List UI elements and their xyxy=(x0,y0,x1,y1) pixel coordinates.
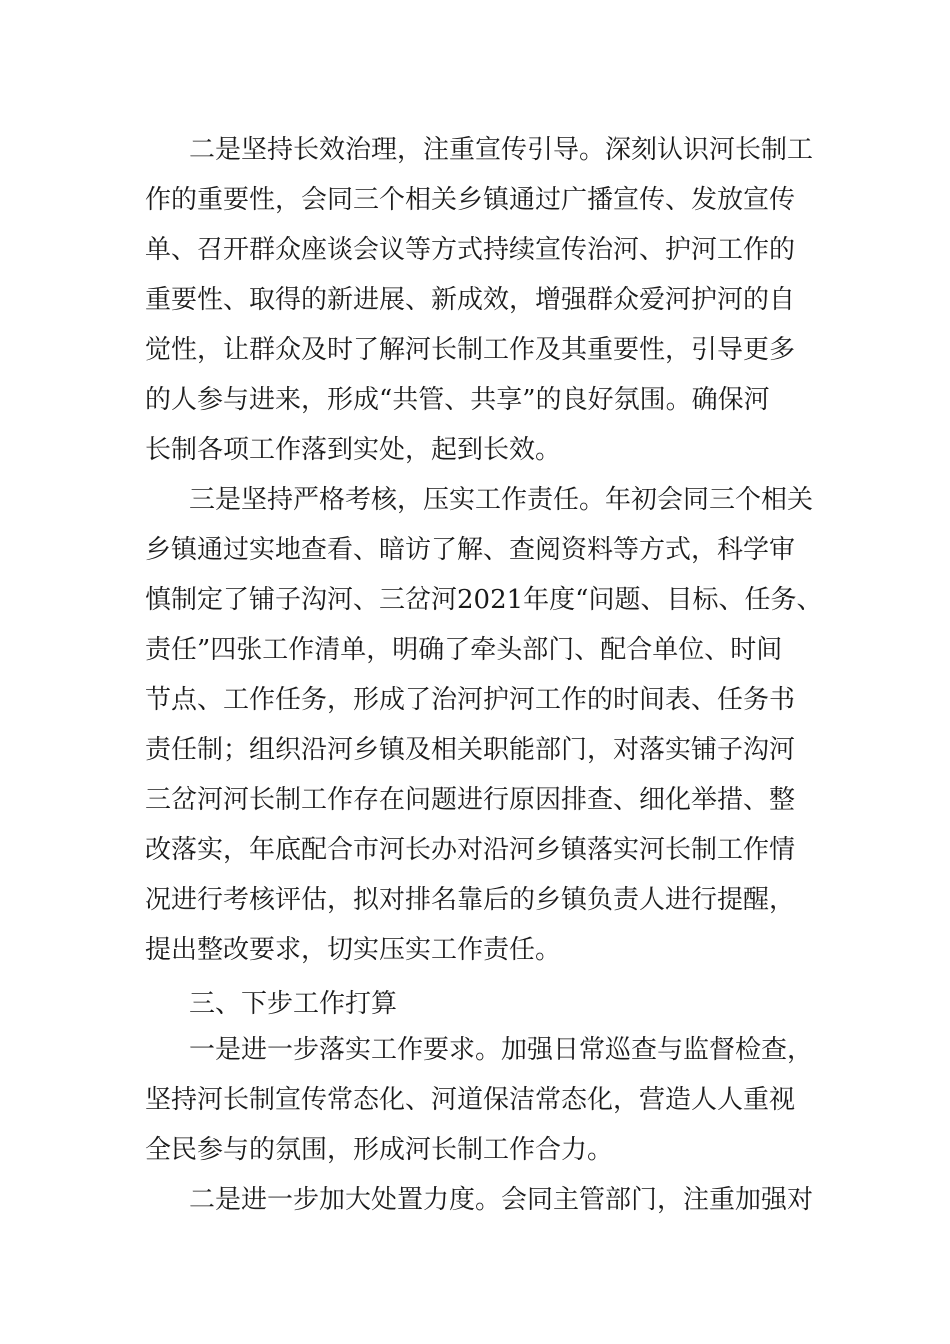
paragraph-implement-requirements xyxy=(145,1029,817,1179)
text-line: 慎制定了铺子沟河、三岔河2021年度“问题、目标、任务、 xyxy=(145,585,823,615)
text-line: 三是坚持严格考核，压实工作责任。年初会同三个相关 xyxy=(189,485,814,515)
text-line: 觉性，让群众及时了解河长制工作及其重要性，引导更多 xyxy=(145,335,796,365)
paragraph-strict-assessment xyxy=(145,479,823,979)
text-line: 的人参与进来，形成“共管、共享”的良好氛围。确保河 xyxy=(145,385,770,415)
text-line: 坚持河长制宣传常态化、河道保洁常态化，营造人人重视 xyxy=(145,1085,796,1115)
text-line: 三岔河河长制工作存在问题进行原因排查、细化举措、整 xyxy=(145,785,796,815)
text-line: 重要性、取得的新进展、新成效，增强群众爱河护河的自 xyxy=(145,285,796,315)
text-line: 作的重要性，会同三个相关乡镇通过广播宣传、发放宣传 xyxy=(145,185,796,215)
text-line: 一是进一步落实工作要求。加强日常巡查与监督检查， xyxy=(189,1035,814,1065)
text-line: 责任”四张工作清单，明确了牵头部门、配合单位、时间 xyxy=(145,635,783,665)
text-line: 乡镇通过实地查看、暗访了解、查阅资料等方式，科学审 xyxy=(145,535,796,565)
text-line: 节点、工作任务，形成了治河护河工作的时间表、任务书 xyxy=(145,685,796,715)
section-heading: 三、下步工作打算 xyxy=(189,989,398,1019)
text-line: 单、召开群众座谈会议等方式持续宣传治河、护河工作的 xyxy=(145,235,796,265)
text-line: 况进行考核评估，拟对排名靠后的乡镇负责人进行提醒， xyxy=(145,885,796,915)
text-line: 二是进一步加大处置力度。会同主管部门，注重加强对 xyxy=(189,1185,814,1215)
text-line: 改落实，年底配合市河长办对沿河乡镇落实河长制工作情 xyxy=(145,835,796,865)
document-body xyxy=(145,129,823,1229)
text-line: 责任制；组织沿河乡镇及相关职能部门，对落实铺子沟河 xyxy=(145,735,796,765)
text-line: 长制各项工作落到实处，起到长效。 xyxy=(145,435,562,465)
paragraph-long-term-governance xyxy=(145,129,817,479)
paragraph-increase-handling xyxy=(145,1179,817,1229)
text-line: 二是坚持长效治理，注重宣传引导。深刻认识河长制工 xyxy=(189,135,814,165)
text-line: 全民参与的氛围，形成河长制工作合力。 xyxy=(145,1135,614,1165)
text-line: 提出整改要求，切实压实工作责任。 xyxy=(145,935,562,965)
